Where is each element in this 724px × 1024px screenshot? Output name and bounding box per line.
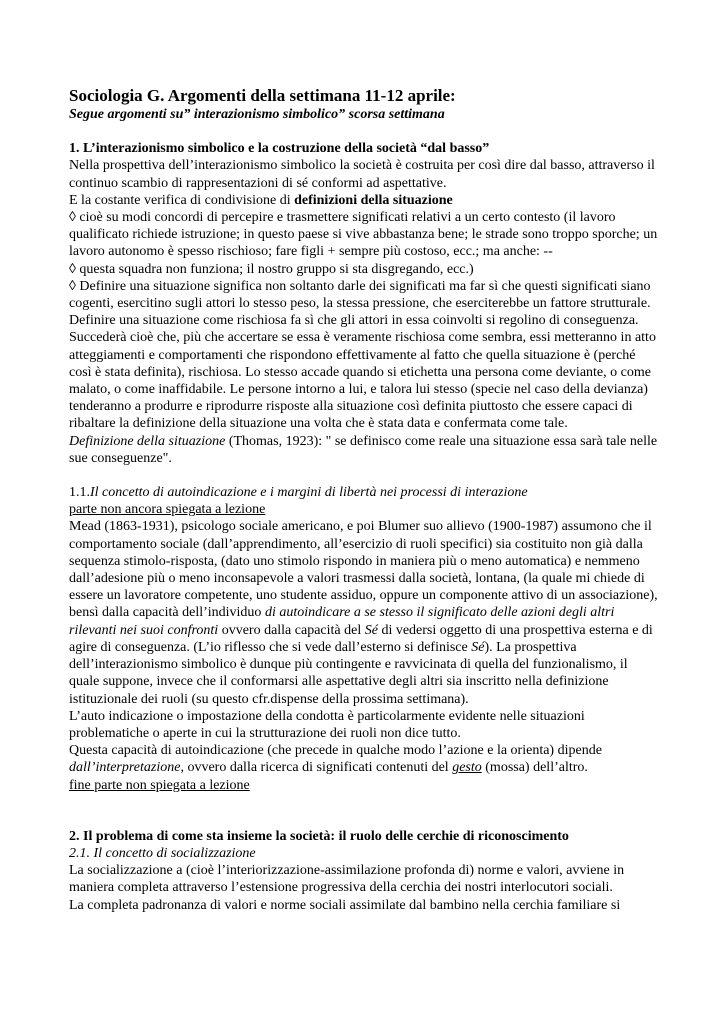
- paragraph-text: (mossa) dell’altro.: [481, 760, 588, 776]
- section-2-paragraph: La completa padronanza di valori e norme sociali assimilate dal bambino nella cerchia familiare si: [69, 897, 621, 913]
- paragraph-text: (Thomas, 1923): " se definisco come reale una situazione essa sarà tale nelle sue conseguenze".: [69, 433, 658, 466]
- section-1-1-paragraph: [69, 518, 659, 707]
- section-1-1-paragraph: [69, 742, 659, 776]
- section-1-paragraph: [69, 433, 659, 467]
- paragraph-text: ovvero dalla ricerca di significati contenuti del: [183, 760, 453, 776]
- section-1-bullet: ◊ cioè su modi concordi di percepire e trasmettere significati relativi a un certo contesto (il lavoro qualificato richiede istruzione; in questo paese si vive abbastanza bene; le strade sono troppo sporche; un lavoro autonomo è spesso rischioso; fare figli + sempre più costoso, ecc.; ma anche: --: [69, 210, 658, 260]
- paragraph-text: ). La prospettiva dell’interazionismo simbolico è dunque più contingente e ravvicinata di quella del funzionalismo, il quale suppone, invece che il conformarsi alle aspettative degli altri sia inscritto nella definizione istituzionale dei ruoli (su questo cfr.dispense della prossima settimana).: [69, 639, 628, 707]
- document-page: [69, 86, 659, 914]
- section-1-1-heading: [69, 484, 659, 501]
- paragraph-text: Questa capacità di autoindicazione (che precede in qualche modo l’azione e la orienta) dipende: [69, 743, 602, 759]
- section-1-bullet: ◊ questa squadra non funziona; il nostro gruppo si sta disgregando, ecc.): [69, 261, 474, 277]
- paragraph-text: E la costante verifica di condivisione di: [69, 192, 295, 208]
- spacer: [69, 794, 659, 828]
- italic-term: gesto: [452, 760, 482, 776]
- italic-term: di autoindicare a se stesso il significato delle azioni degli altri rilevanti nei suoi confronti: [69, 605, 615, 638]
- document-title: Sociologia G. Argomenti della settimana 11-12 aprile:: [69, 86, 456, 105]
- italic-term: Definizione della situazione: [69, 433, 226, 449]
- section-1-bullet: ◊ Definire una situazione significa non soltanto darle dei significati ma far sì che questi significati siano cogenti, esercitino sugli attori lo stesso peso, la stessa pressione, che eserciterebbe un fattore strutturale. Definire una situazione come rischiosa fa sì che gli attori in essa coinvolti si regolino di conseguenza. Succederà cioè che, più che accertare se essa è veramente rischiosa come sembra, essi metteranno in atto atteggiamenti e comportamenti che rispondono effettivamente al fatto che quella situazione è (perché così è stata definita), rischiosa. Lo stesso accade quando si etichetta una persona come deviante, o come malato, o come inaffidabile. Le persone intorno a lui, e talora lui stesso (specie nel caso della devianza) tenderanno a produrre e riprodurre risposte alla situazione così definita piuttosto che essere capaci di ribaltare la definizione della situazione una volta che è stata data e confermata come tale.: [69, 278, 656, 432]
- section-1-heading: 1. L’interazionismo simbolico e la costruzione della società “dal basso”: [69, 141, 490, 157]
- section-2-paragraph: La socializzazione a (cioè l’interiorizzazione-assimilazione profonda di) norme e valori, avviene in maniera completa attraverso l’estensione progressiva della cerchia dei nostri interlocutori sociali.: [69, 863, 625, 896]
- section-1-paragraph: Nella prospettiva dell’interazionismo simbolico la società è costruita per così dire dal basso, attraverso il continuo scambio di rappresentazioni di sé conformi ad aspettative.: [69, 158, 655, 191]
- paragraph-text: di vedersi oggetto di una prospettiva esterna e di agire di conseguenza. (L’io riflesso che si vede dall’esterno si definisce: [69, 622, 653, 655]
- section-1-paragraph: [69, 192, 659, 209]
- paragraph-text: ovvero dalla capacità del: [218, 622, 365, 638]
- section-title: Il concetto di autoindicazione e i margini di libertà nei processi di interazione: [90, 485, 528, 501]
- document-subtitle: Segue argomenti su” interazionismo simbolico” scorsa settimana: [69, 107, 445, 122]
- section-1-1-paragraph: L’auto indicazione o impostazione della condotta è particolarmente evidente nelle situazioni problematiche o aperte in cui la strutturazione dei ruoli non dice tutto.: [69, 708, 585, 741]
- section-number: 1.1.: [69, 485, 90, 501]
- italic-term: dall’interpretazione,: [69, 760, 184, 776]
- bold-term: definizioni della situazione: [294, 192, 453, 208]
- paragraph-text: Mead (1863-1931), psicologo sociale americano, e poi Blumer suo allievo (1900-1987) assumono che il comportamento sociale (dall’apprendimento, all’esercizio di ruoli specifici) sia costituito non già dalla sequenza stimolo-risposta, (dato uno stimolo rispondo in maniera più o meno automatica) e nemmeno dall’adesione più o meno inconsapevole a valori trasmessi dalla società, lontana, (la quale mi chiede di essere un lavoratore competente, uno studente assiduo, oppure un componente attivo di un associazione), bensì dalla capacità dell’individuo: [69, 519, 658, 621]
- note-end: fine parte non spiegata a lezione: [69, 777, 250, 793]
- section-2-1-heading: 2.1. Il concetto di socializzazione: [69, 845, 256, 861]
- section-2-heading: 2. Il problema di come sta insieme la società: il ruolo delle cerchie di riconoscimento: [69, 828, 569, 844]
- note-start: parte non ancora spiegata a lezione: [69, 502, 266, 518]
- italic-term: Sé: [364, 622, 378, 638]
- italic-term: Sé: [471, 639, 485, 655]
- spacer: [69, 123, 659, 140]
- spacer: [69, 467, 659, 484]
